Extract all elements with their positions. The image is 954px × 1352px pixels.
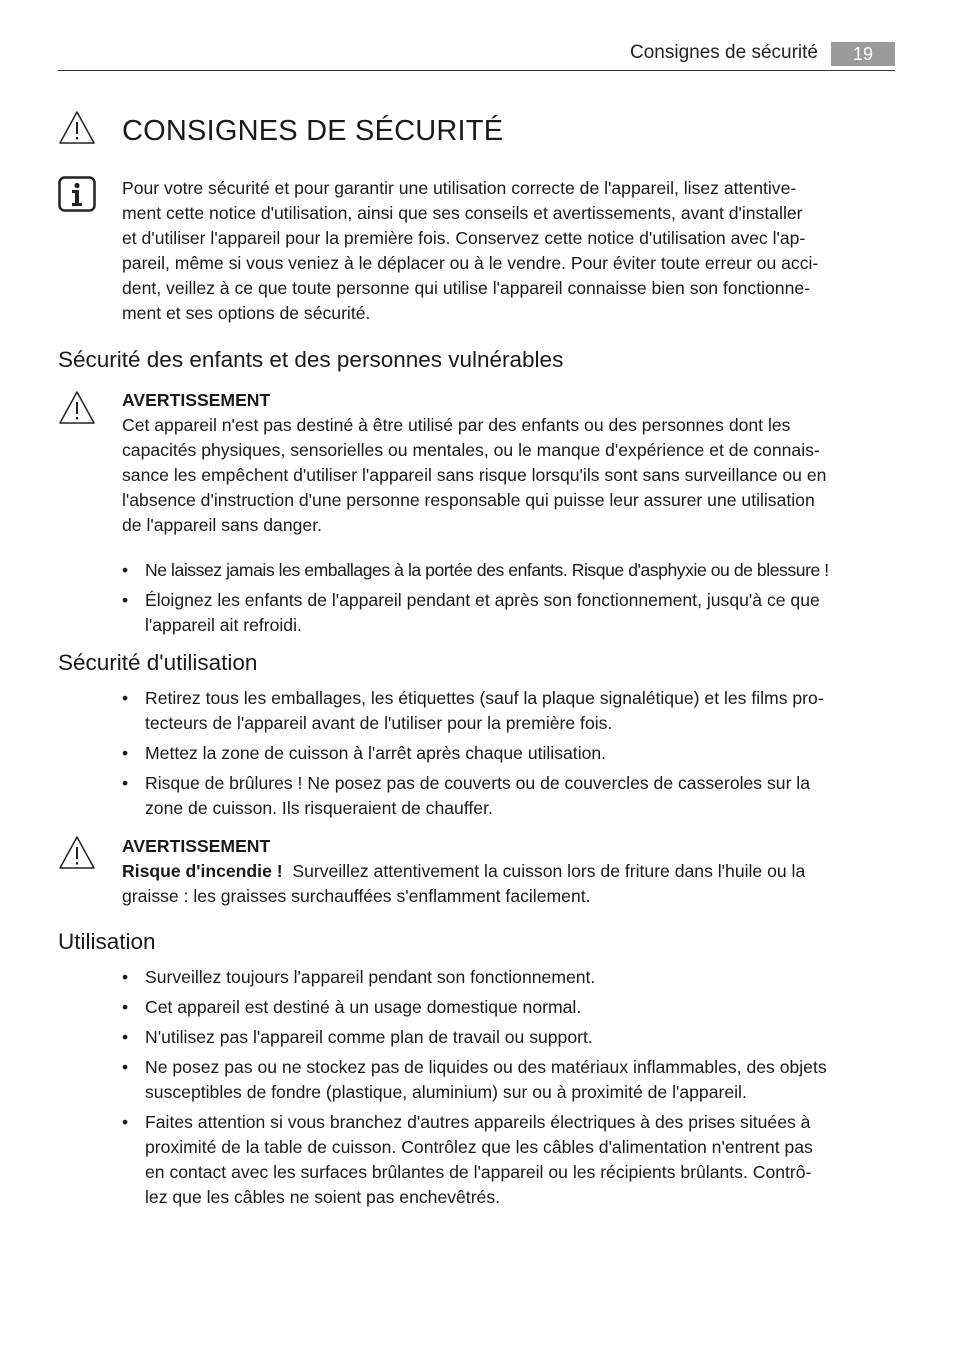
text-line: dent, veillez à ce que toute personne qui utilise l'appareil connaisse bien son fonctionne- (122, 278, 811, 298)
section-heading-use-safety: Sécurité d'utilisation (58, 650, 258, 675)
text-line: Faites attention si vous branchez d'autres appareils électriques à des prises situées à (145, 1112, 811, 1132)
text-line: lez que les câbles ne soient pas enchevêtrés. (145, 1187, 501, 1207)
text-line: N'utilisez pas l'appareil comme plan de travail ou support. (145, 1027, 593, 1047)
warning-label: AVERTISSEMENT (122, 390, 271, 410)
warning-block-fire (122, 834, 897, 909)
bullet-glyph: • (122, 1112, 129, 1132)
text-line: ment et ses options de sécurité. (122, 303, 371, 323)
text-line: Cet appareil n'est pas destiné à être utilisé par des enfants ou des personnes dont les (122, 415, 791, 435)
text-line: Ne laissez jamais les emballages à la portée des enfants. Risque d'asphyxie ou de blessure ! (145, 560, 829, 580)
bullet-glyph: • (122, 967, 129, 987)
text-line: ment cette notice d'utilisation, ainsi que ses conseils et avertissements, avant d'installer (122, 203, 803, 223)
list-item-text (145, 995, 581, 1020)
list-item-text (145, 686, 824, 736)
text-line: graisse : les graisses surchauffées s'enflamment facilement. (122, 886, 591, 906)
warning-block-children (122, 388, 897, 538)
text-line: Pour votre sécurité et pour garantir une utilisation correcte de l'appareil, lisez attentive- (122, 178, 797, 198)
bullet-glyph: • (122, 773, 129, 793)
text-line: en contact avec les surfaces brûlantes de l'appareil ou les récipients brûlants. Contrô- (145, 1162, 812, 1182)
text-line: sance les empêchent d'utiliser l'appareil sans risque lorsqu'ils sont sans surveillance ou en (122, 465, 827, 485)
text-line: Éloignez les enfants de l'appareil pendant et après son fonctionnement, jusqu'à ce que (145, 590, 820, 610)
text-line: de l'appareil sans danger. (122, 515, 322, 535)
page-title: CONSIGNES DE SÉCURITÉ (122, 115, 504, 147)
text-line: et d'utiliser l'appareil pour la première fois. Conservez cette notice d'utilisation avec l'ap- (122, 228, 806, 248)
bullet-glyph: • (122, 743, 129, 763)
list-item-text (145, 771, 810, 821)
text-line: Cet appareil est destiné à un usage domestique normal. (145, 997, 582, 1017)
intro-paragraph (122, 176, 897, 326)
text-run: Surveillez attentivement la cuisson lors de friture dans l'huile ou la (282, 861, 806, 881)
text-line: tecteurs de l'appareil avant de l'utiliser pour la première fois. (145, 713, 613, 733)
text-line: Surveillez toujours l'appareil pendant son fonctionnement. (145, 967, 596, 987)
list-item-text (145, 1055, 827, 1105)
bullet-glyph: • (122, 1057, 129, 1077)
warning-triangle-icon (58, 835, 96, 871)
list-item-text (145, 558, 829, 583)
page-number-badge: 19 (831, 42, 895, 66)
text-line: Risque de brûlures ! Ne posez pas de couverts ou de couvercles de casseroles sur la (145, 773, 811, 793)
list-item-text (145, 741, 606, 766)
text-line (122, 859, 897, 884)
text-line: l'absence d'instruction d'une personne responsable qui puisse leur assurer une utilisation (122, 490, 815, 510)
text-line: Mettez la zone de cuisson à l'arrêt après chaque utilisation. (145, 743, 607, 763)
text-line: Ne posez pas ou ne stockez pas de liquides ou des matériaux inflammables, des objets (145, 1057, 827, 1077)
bullet-glyph: • (122, 590, 129, 610)
bullet-glyph: • (122, 560, 129, 580)
section-heading-usage: Utilisation (58, 929, 156, 954)
header-rule (58, 70, 895, 71)
warning-label: AVERTISSEMENT (122, 836, 271, 856)
list-item-text (145, 965, 595, 990)
text-line: proximité de la table de cuisson. Contrôlez que les câbles d'alimentation n'entrent pas (145, 1137, 813, 1157)
running-header-title: Consignes de sécurité (630, 42, 818, 63)
text-line: susceptibles de fondre (plastique, aluminium) sur ou à proximité de l'appareil. (145, 1082, 747, 1102)
fire-risk-label: Risque d'incendie ! (122, 861, 283, 881)
text-line: pareil, même si vous veniez à le déplacer ou à le vendre. Pour éviter toute erreur ou acci- (122, 253, 819, 273)
text-line: capacités physiques, sensorielles ou mentales, ou le manque d'expérience et de connais- (122, 440, 820, 460)
list-item-text (145, 588, 820, 638)
info-icon (58, 176, 96, 212)
bullet-glyph: • (122, 997, 129, 1017)
text-line: zone de cuisson. Ils risqueraient de chauffer. (145, 798, 493, 818)
text-line: l'appareil ait refroidi. (145, 615, 302, 635)
section-heading-children-safety: Sécurité des enfants et des personnes vulnérables (58, 347, 564, 372)
warning-triangle-icon (58, 110, 96, 146)
list-item-text (145, 1025, 593, 1050)
text-line: Retirez tous les emballages, les étiquettes (sauf la plaque signalétique) et les films pro- (145, 688, 824, 708)
bullet-glyph: • (122, 688, 129, 708)
warning-triangle-icon (58, 390, 96, 426)
list-item-text (145, 1110, 813, 1210)
bullet-glyph: • (122, 1027, 129, 1047)
